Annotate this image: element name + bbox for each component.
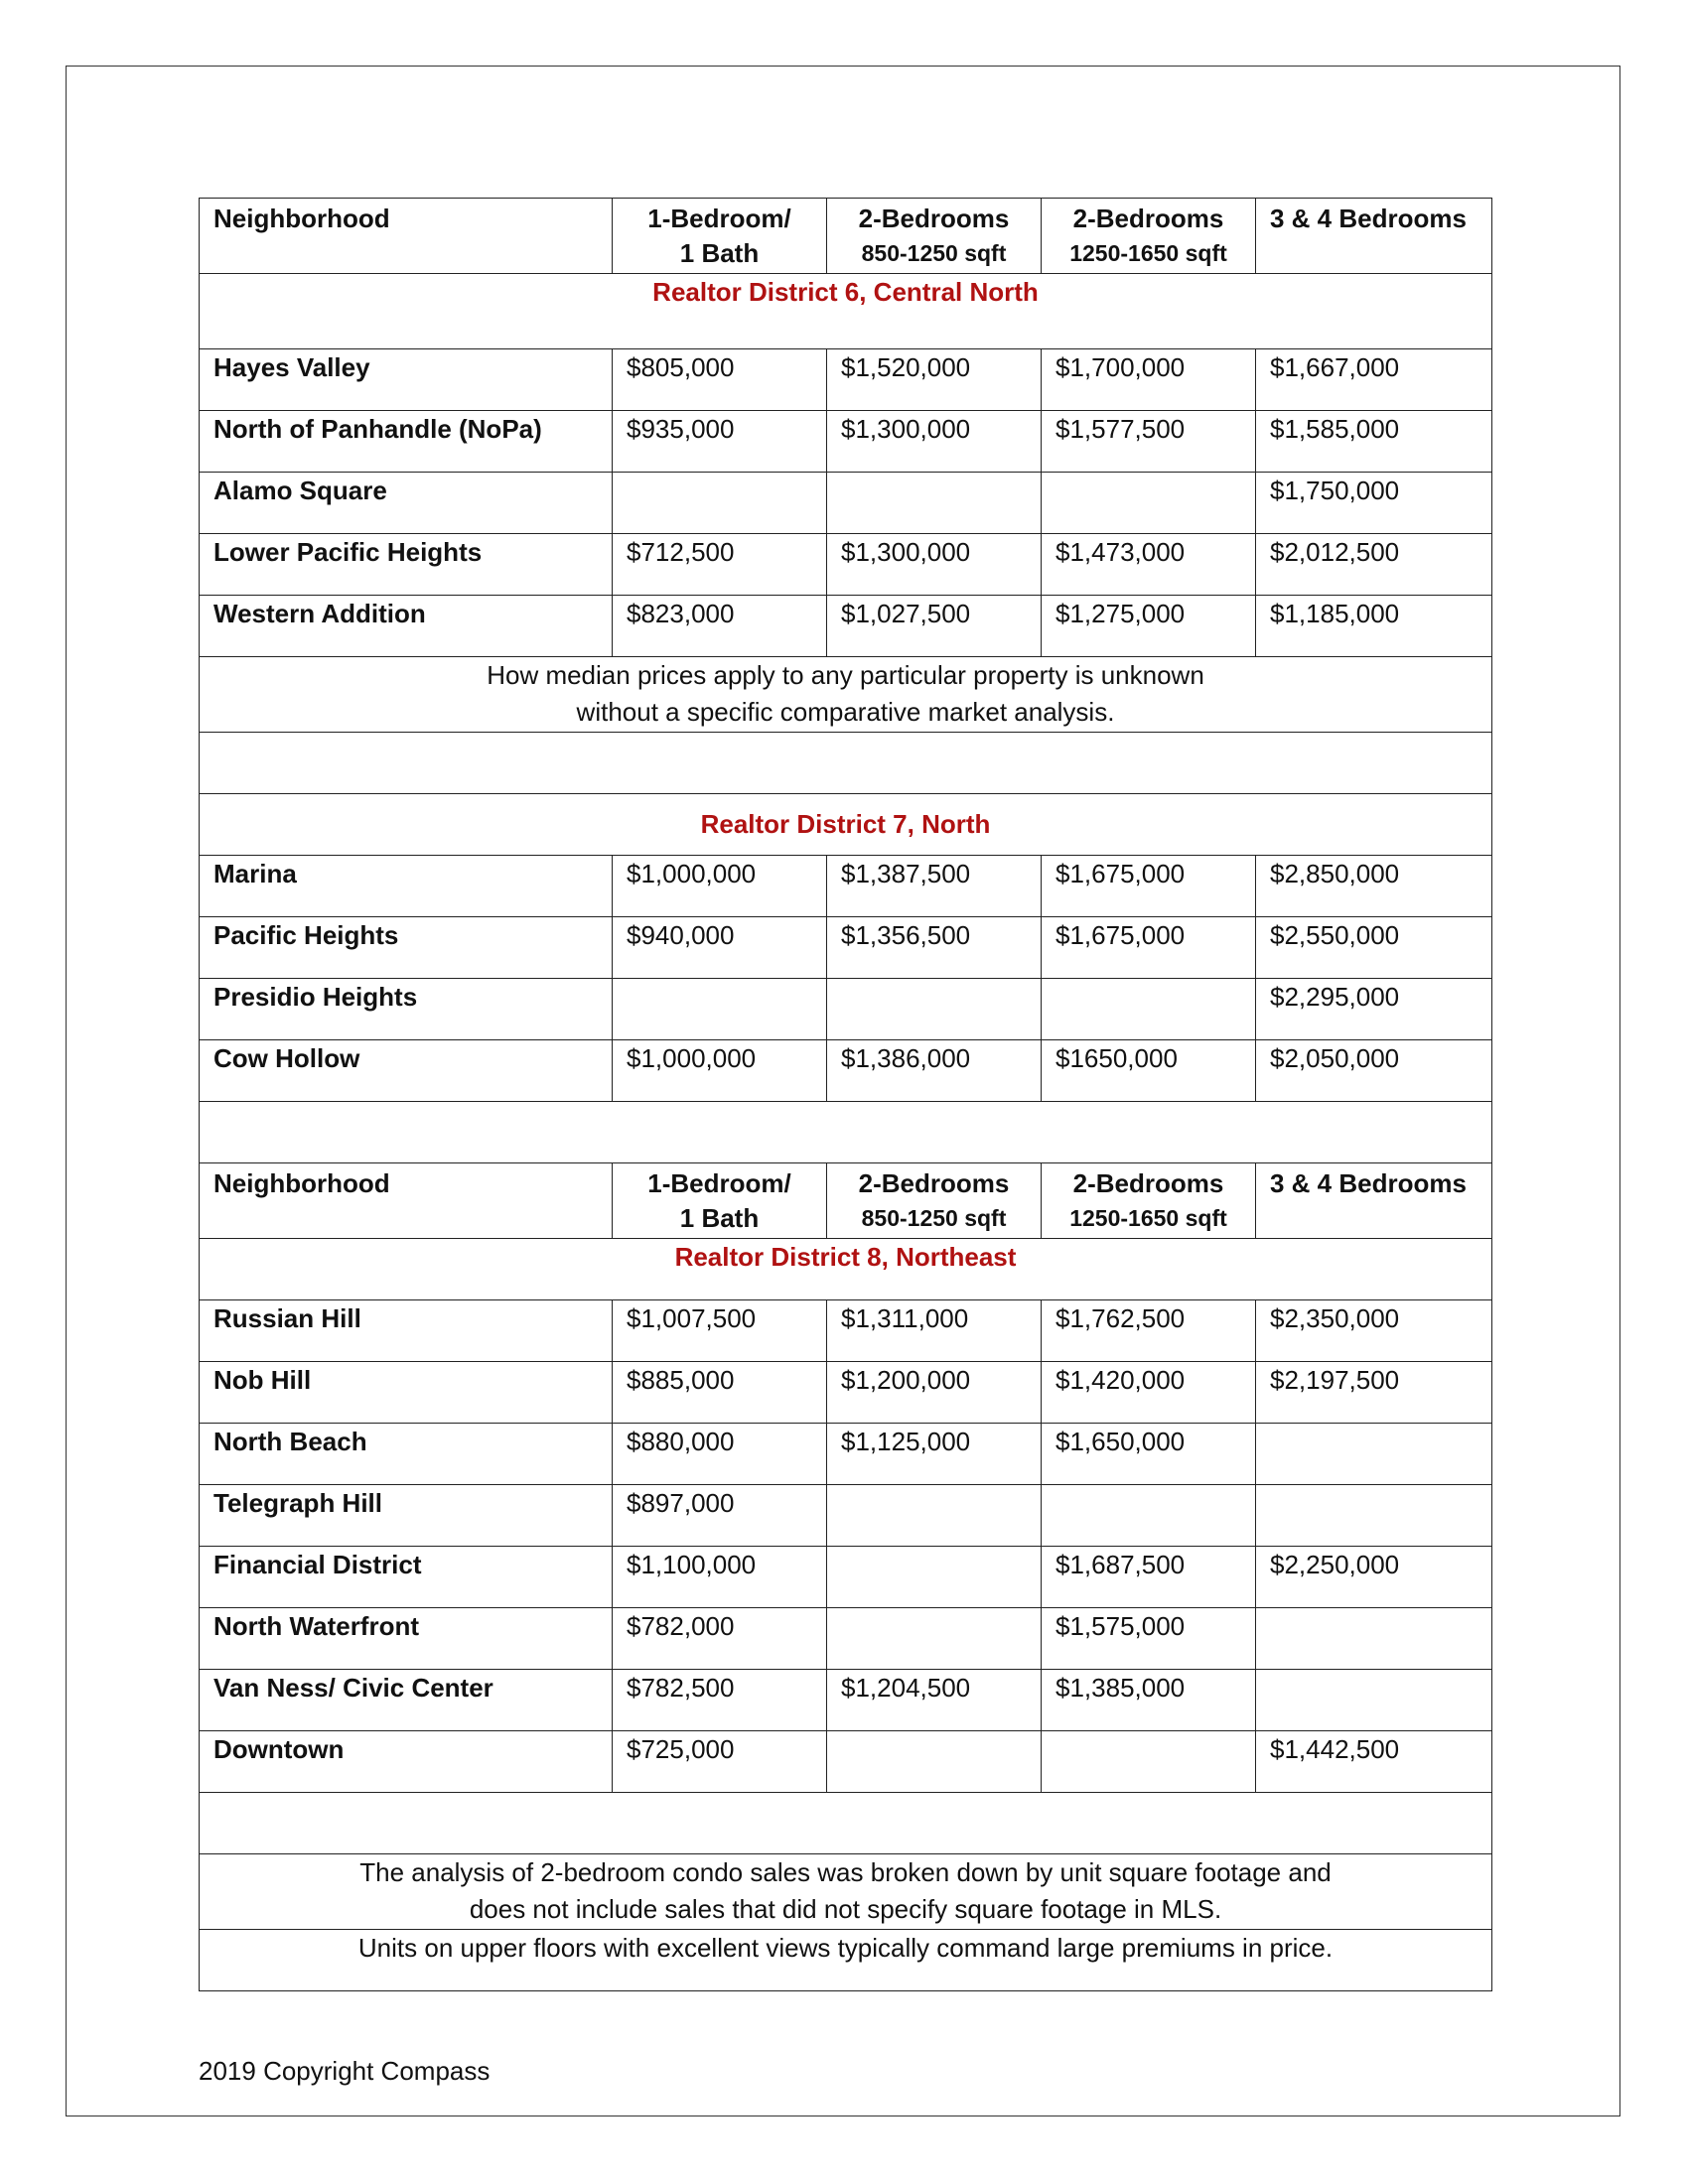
district-8-title: Realtor District 8, Northeast	[200, 1239, 1492, 1300]
district-8-title-row	[200, 1239, 1492, 1300]
price-cell: $935,000	[613, 411, 827, 473]
price-cell: $1,100,000	[613, 1547, 827, 1608]
table-row	[200, 473, 1492, 534]
price-cell: $1,675,000	[1042, 856, 1256, 917]
price-cell: $1,356,500	[827, 917, 1042, 979]
price-cell	[1042, 979, 1256, 1040]
price-cell: $1,185,000	[1256, 596, 1492, 657]
table-row	[200, 1300, 1492, 1362]
price-cell: $2,350,000	[1256, 1300, 1492, 1362]
blank-cell	[200, 1793, 1492, 1854]
price-cell: $2,850,000	[1256, 856, 1492, 917]
table-row	[200, 1547, 1492, 1608]
median-price-table	[199, 198, 1492, 1991]
price-cell: $2,550,000	[1256, 917, 1492, 979]
price-cell	[827, 1485, 1042, 1547]
header-3-4-bedrooms: 3 & 4 Bedrooms	[1256, 199, 1492, 274]
header-1-bedroom: 1-Bedroom/ 1 Bath	[613, 199, 827, 274]
table-row	[200, 1608, 1492, 1670]
price-cell: $1,000,000	[613, 856, 827, 917]
neighborhood-name: Financial District	[200, 1547, 613, 1608]
header-2-bedrooms-large: 2-Bedrooms 1250-1650 sqft	[1042, 1163, 1256, 1239]
price-cell: $1,420,000	[1042, 1362, 1256, 1424]
price-cell: $805,000	[613, 349, 827, 411]
table-row	[200, 1362, 1492, 1424]
price-cell: $2,250,000	[1256, 1547, 1492, 1608]
neighborhood-name: North of Panhandle (NoPa)	[200, 411, 613, 473]
table-row	[200, 979, 1492, 1040]
views-note-row	[200, 1930, 1492, 1991]
price-cell: $1,027,500	[827, 596, 1042, 657]
price-cell: $1,387,500	[827, 856, 1042, 917]
price-cell	[1256, 1424, 1492, 1485]
price-cell: $1650,000	[1042, 1040, 1256, 1102]
neighborhood-name: Alamo Square	[200, 473, 613, 534]
price-cell: $1,204,500	[827, 1670, 1042, 1731]
price-cell: $1,473,000	[1042, 534, 1256, 596]
district-7-title: Realtor District 7, North	[200, 794, 1492, 856]
table-row	[200, 534, 1492, 596]
copyright-footer: 2019 Copyright Compass	[199, 2056, 491, 2086]
price-cell: $1,000,000	[613, 1040, 827, 1102]
header-2-bedrooms-small: 2-Bedrooms 850-1250 sqft	[827, 199, 1042, 274]
price-cell: $782,500	[613, 1670, 827, 1731]
price-cell: $1,300,000	[827, 411, 1042, 473]
table-row	[200, 1731, 1492, 1793]
analysis-note: The analysis of 2-bedroom condo sales was broken down by unit square footage and does not include sales that did not specify square footage in MLS.	[200, 1854, 1492, 1930]
price-cell	[613, 473, 827, 534]
price-cell: $1,386,000	[827, 1040, 1042, 1102]
header-1-bedroom: 1-Bedroom/ 1 Bath	[613, 1163, 827, 1239]
views-note: Units on upper floors with excellent views typically command large premiums in price.	[200, 1930, 1492, 1991]
table-header-row	[200, 1163, 1492, 1239]
price-cell: $1,700,000	[1042, 349, 1256, 411]
price-cell	[1042, 1731, 1256, 1793]
price-cell: $1,575,000	[1042, 1608, 1256, 1670]
price-cell: $1,762,500	[1042, 1300, 1256, 1362]
price-cell	[827, 979, 1042, 1040]
neighborhood-name: Russian Hill	[200, 1300, 613, 1362]
price-cell	[827, 473, 1042, 534]
price-cell: $2,050,000	[1256, 1040, 1492, 1102]
price-cell: $782,000	[613, 1608, 827, 1670]
neighborhood-name: Western Addition	[200, 596, 613, 657]
table-row	[200, 1424, 1492, 1485]
neighborhood-name: Telegraph Hill	[200, 1485, 613, 1547]
analysis-note-row	[200, 1854, 1492, 1930]
price-cell: $1,750,000	[1256, 473, 1492, 534]
price-cell: $1,675,000	[1042, 917, 1256, 979]
district-6-title-row	[200, 274, 1492, 349]
district-6-title: Realtor District 6, Central North	[200, 274, 1492, 349]
table-row	[200, 349, 1492, 411]
price-cell: $897,000	[613, 1485, 827, 1547]
price-cell: $1,385,000	[1042, 1670, 1256, 1731]
neighborhood-name: Downtown	[200, 1731, 613, 1793]
header-3-4-bedrooms: 3 & 4 Bedrooms	[1256, 1163, 1492, 1239]
blank-row	[200, 733, 1492, 794]
price-cell: $940,000	[613, 917, 827, 979]
table-row	[200, 1670, 1492, 1731]
price-cell: $725,000	[613, 1731, 827, 1793]
price-cell	[827, 1547, 1042, 1608]
neighborhood-name: Lower Pacific Heights	[200, 534, 613, 596]
median-note: How median prices apply to any particular property is unknown without a specific comparative market analysis.	[200, 657, 1492, 733]
price-cell: $885,000	[613, 1362, 827, 1424]
price-cell	[1256, 1608, 1492, 1670]
price-cell: $1,200,000	[827, 1362, 1042, 1424]
price-cell: $1,125,000	[827, 1424, 1042, 1485]
price-cell: $1,442,500	[1256, 1731, 1492, 1793]
price-cell	[827, 1608, 1042, 1670]
price-cell	[1256, 1670, 1492, 1731]
table-header-row	[200, 199, 1492, 274]
neighborhood-name: Hayes Valley	[200, 349, 613, 411]
price-cell: $1,311,000	[827, 1300, 1042, 1362]
price-cell	[1042, 1485, 1256, 1547]
price-cell	[1256, 1485, 1492, 1547]
price-cell: $1,007,500	[613, 1300, 827, 1362]
price-cell: $2,197,500	[1256, 1362, 1492, 1424]
header-neighborhood: Neighborhood	[200, 199, 613, 274]
price-cell	[827, 1731, 1042, 1793]
price-cell	[1042, 473, 1256, 534]
price-cell: $2,295,000	[1256, 979, 1492, 1040]
table-row	[200, 856, 1492, 917]
table-row	[200, 917, 1492, 979]
neighborhood-name: Van Ness/ Civic Center	[200, 1670, 613, 1731]
price-cell: $1,650,000	[1042, 1424, 1256, 1485]
price-cell: $823,000	[613, 596, 827, 657]
blank-row	[200, 1102, 1492, 1163]
price-cell	[613, 979, 827, 1040]
price-cell: $1,520,000	[827, 349, 1042, 411]
district-7-title-row	[200, 794, 1492, 856]
neighborhood-name: Presidio Heights	[200, 979, 613, 1040]
price-cell: $1,275,000	[1042, 596, 1256, 657]
header-2-bedrooms-large: 2-Bedrooms 1250-1650 sqft	[1042, 199, 1256, 274]
header-2-bedrooms-small: 2-Bedrooms 850-1250 sqft	[827, 1163, 1042, 1239]
price-cell: $880,000	[613, 1424, 827, 1485]
neighborhood-name: Marina	[200, 856, 613, 917]
neighborhood-name: Cow Hollow	[200, 1040, 613, 1102]
median-note-row	[200, 657, 1492, 733]
price-cell: $712,500	[613, 534, 827, 596]
price-cell: $1,687,500	[1042, 1547, 1256, 1608]
blank-cell	[200, 733, 1492, 794]
table-row	[200, 596, 1492, 657]
table-row	[200, 1485, 1492, 1547]
neighborhood-name: Nob Hill	[200, 1362, 613, 1424]
neighborhood-name: North Beach	[200, 1424, 613, 1485]
neighborhood-name: North Waterfront	[200, 1608, 613, 1670]
blank-cell	[200, 1102, 1492, 1163]
price-cell: $1,577,500	[1042, 411, 1256, 473]
neighborhood-name: Pacific Heights	[200, 917, 613, 979]
price-cell: $2,012,500	[1256, 534, 1492, 596]
header-neighborhood: Neighborhood	[200, 1163, 613, 1239]
table-row	[200, 1040, 1492, 1102]
price-cell: $1,300,000	[827, 534, 1042, 596]
price-cell: $1,667,000	[1256, 349, 1492, 411]
table-row	[200, 411, 1492, 473]
price-cell: $1,585,000	[1256, 411, 1492, 473]
blank-row	[200, 1793, 1492, 1854]
